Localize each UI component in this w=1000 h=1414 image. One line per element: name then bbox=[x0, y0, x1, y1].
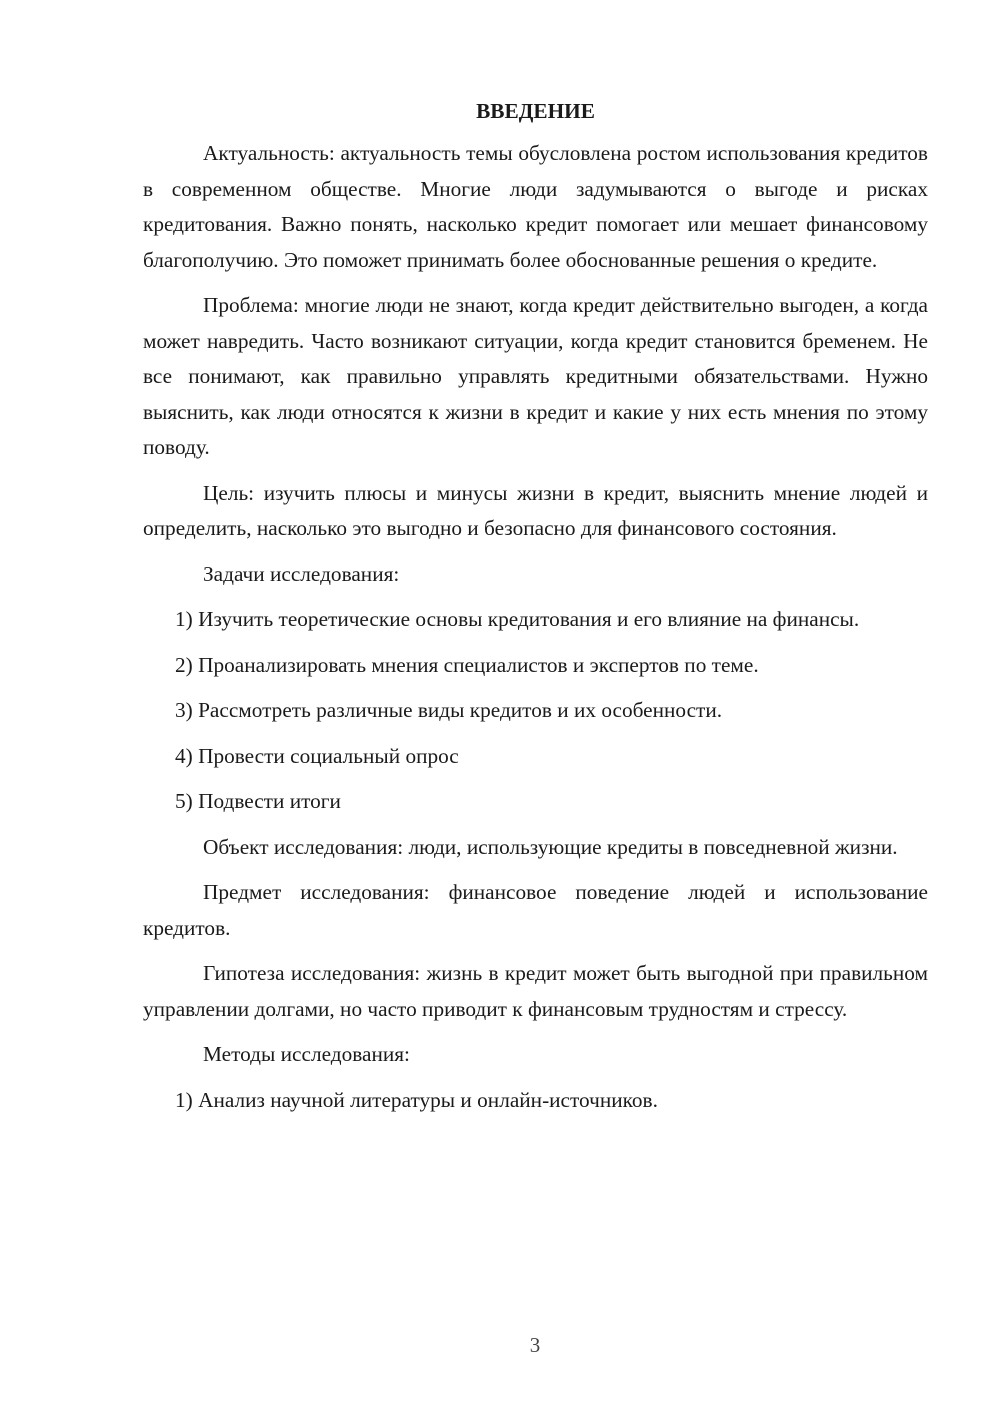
tasks-heading: Задачи исследования: bbox=[203, 561, 400, 586]
hypothesis-paragraph: Гипотеза исследования: жизнь в кредит может быть выгодной при правильном управлении долгами, но часто приводит к финансовым трудностям и стрессу. bbox=[143, 961, 928, 1021]
task-item-3: 3) Рассмотреть различные виды кредитов и их особенности. bbox=[175, 698, 723, 722]
subject-paragraph: Предмет исследования: финансовое поведение людей и использование кредитов. bbox=[143, 880, 928, 940]
page-number: 3 bbox=[529, 1333, 541, 1357]
method-item-1: 1) Анализ научной литературы и онлайн-источников. bbox=[175, 1087, 658, 1112]
task-item-1: 1) Изучить теоретические основы кредитования и его влияние на финансы. bbox=[175, 607, 860, 631]
task-item-2: 2) Проанализировать мнения специалистов и экспертов по теме. bbox=[175, 652, 759, 677]
problem-paragraph: Проблема: многие люди не знают, когда кредит действительно выгоден, а когда может навредить. Часто возникают ситуации, когда кредит становится бременем. Не все понимают, как правильно управлять кредитными обязательствами. Нужно выяснить, как люди относятся к жизни в кредит и какие у них есть мнения по этому поводу. bbox=[143, 293, 928, 459]
object-paragraph: Объект исследования: люди, использующие кредиты в повседневной жизни. bbox=[203, 834, 898, 859]
methods-heading: Методы исследования: bbox=[203, 1042, 410, 1066]
task-item-5: 5) Подвести итоги bbox=[175, 789, 341, 813]
page-content bbox=[143, 96, 928, 1118]
relevance-paragraph: Актуальность: актуальность темы обусловлена ростом использования кредитов в современном обществе. Многие люди задумываются о выгоде и рисках кредитования. Важно понять, насколько кредит помогает или мешает финансовому благополучию. Это поможет принимать более обоснованные решения о кредите. bbox=[143, 141, 928, 272]
task-item-4: 4) Провести социальный опрос bbox=[175, 743, 459, 768]
goal-paragraph: Цель: изучить плюсы и минусы жизни в кредит, выяснить мнение людей и определить, насколько это выгодно и безопасно для финансового состояния. bbox=[143, 480, 928, 540]
section-title: ВВЕДЕНИЕ bbox=[476, 99, 595, 123]
